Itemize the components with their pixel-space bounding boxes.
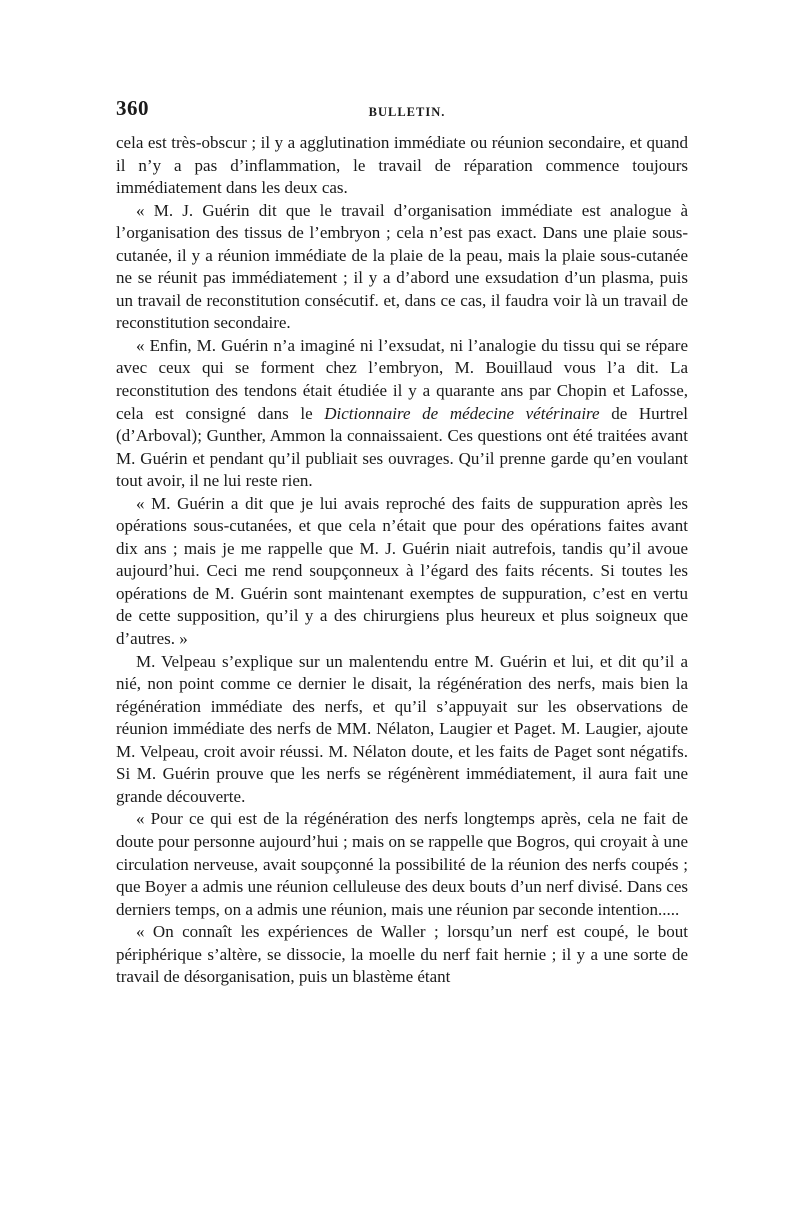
paragraph-7: « On connaît les expériences de Waller ; lorsqu’un nerf est coupé, le bout périphérique s’altère, se dissocie, la moelle du nerf fait hernie ; il y a une sorte de travail de désorganisation, puis un blastème étant — [116, 922, 688, 987]
paragraph-2: « M. J. Guérin dit que le travail d’organisation immédiate est analogue à l’organisation des tissus de l’embryon ; cela n’est pas exact. Dans une plaie sous-cutanée, il y a réunion immédiate de la plaie de la peau, mais la plaie sous-cutanée ne se réunit pas immédiatement ; il y a d’abord une exsudation d’un plasma, puis un travail de reconstitution consécutif. et, dans ce cas, il faudra voir là un travail de reconstitution secondaire. — [116, 200, 688, 333]
paragraph-5: M. Velpeau s’explique sur un malentendu entre M. Guérin et lui, et dit qu’il a nié, non point comme ce dernier le disait, la régénération des nerfs, mais bien la régénération immédiate des nerfs, et qu’il s’appuyait sur les observations de réunion immédiate des nerfs de MM. Nélaton, Laugier et Paget. M. Laugier, ajoute M. Velpeau, croit avoir réussi. M. Nélaton doute, et les faits de Paget sont négatifs. Si M. Guérin prouve que les nerfs se régénèrent immédiatement, il aura fait une grande découverte. — [116, 651, 688, 806]
document-page — [116, 96, 688, 989]
running-title: BULLETIN. — [368, 105, 446, 119]
page-header — [116, 96, 688, 132]
paragraph-3-text-start: « Enfin, M. Guérin n’a imaginé ni l’exsudat, ni l’analogie du tissu qui se répare avec ceux qui se forment chez l’embryon, M. Bouillaud vous l’a dit. La reconstitution des tendons était étudiée il y a quarante ans par Chopin et Lafosse, cela est consigné dans le — [116, 335, 688, 423]
paragraph-6: « Pour ce qui est de la régénération des nerfs longtemps après, cela ne fait de doute pour personne aujourd’hui ; mais on se rappelle que Bogros, qui croyait à une circulation nerveuse, avait soupçonné la possibilité de la réunion des nerfs coupés ; que Boyer a admis une réunion celluleuse des deux bouts d’un nerf divisé. Dans ces derniers temps, on a admis une réunion, mais une réunion par seconde intention..... — [116, 809, 688, 919]
book-title-italic: Dictionnaire de médecine vétérinaire — [324, 403, 600, 423]
body-text — [116, 132, 688, 989]
paragraph-4: « M. Guérin a dit que je lui avais reproché des faits de suppuration après les opérations sous-cutanées, et que cela n’était que pour des opérations faites avant dix ans ; mais je me rappelle que M. J. Guérin niait autrefois, tandis qu’il avoue aujourd’hui. Ceci me rend soupçonneux à l’égard des faits récents. Si toutes les opérations de M. Guérin sont maintenant exemptes de suppuration, c’est en vertu de cette supposition, qu’il y a des chirurgiens plus heureux et plus soigneux que d’autres. » — [116, 493, 688, 649]
page-number: 360 — [116, 96, 149, 120]
paragraph-3 — [116, 335, 688, 493]
paragraph-3-text-end: de Hurtrel (d’Arboval); Gunther, Ammon la connaissaient. Ces questions ont été traitées avant M. Guérin et pendant qu’il publiait ses ouvrages. Qu’il prenne garde qu’en voulant tout avoir, il ne lui reste rien. — [116, 403, 688, 491]
paragraph-1: cela est très-obscur ; il y a agglutination immédiate ou réunion secondaire, et quand il n’y a pas d’inflammation, le travail de réparation commence toujours immédiatement dans les deux cas. — [116, 133, 688, 198]
